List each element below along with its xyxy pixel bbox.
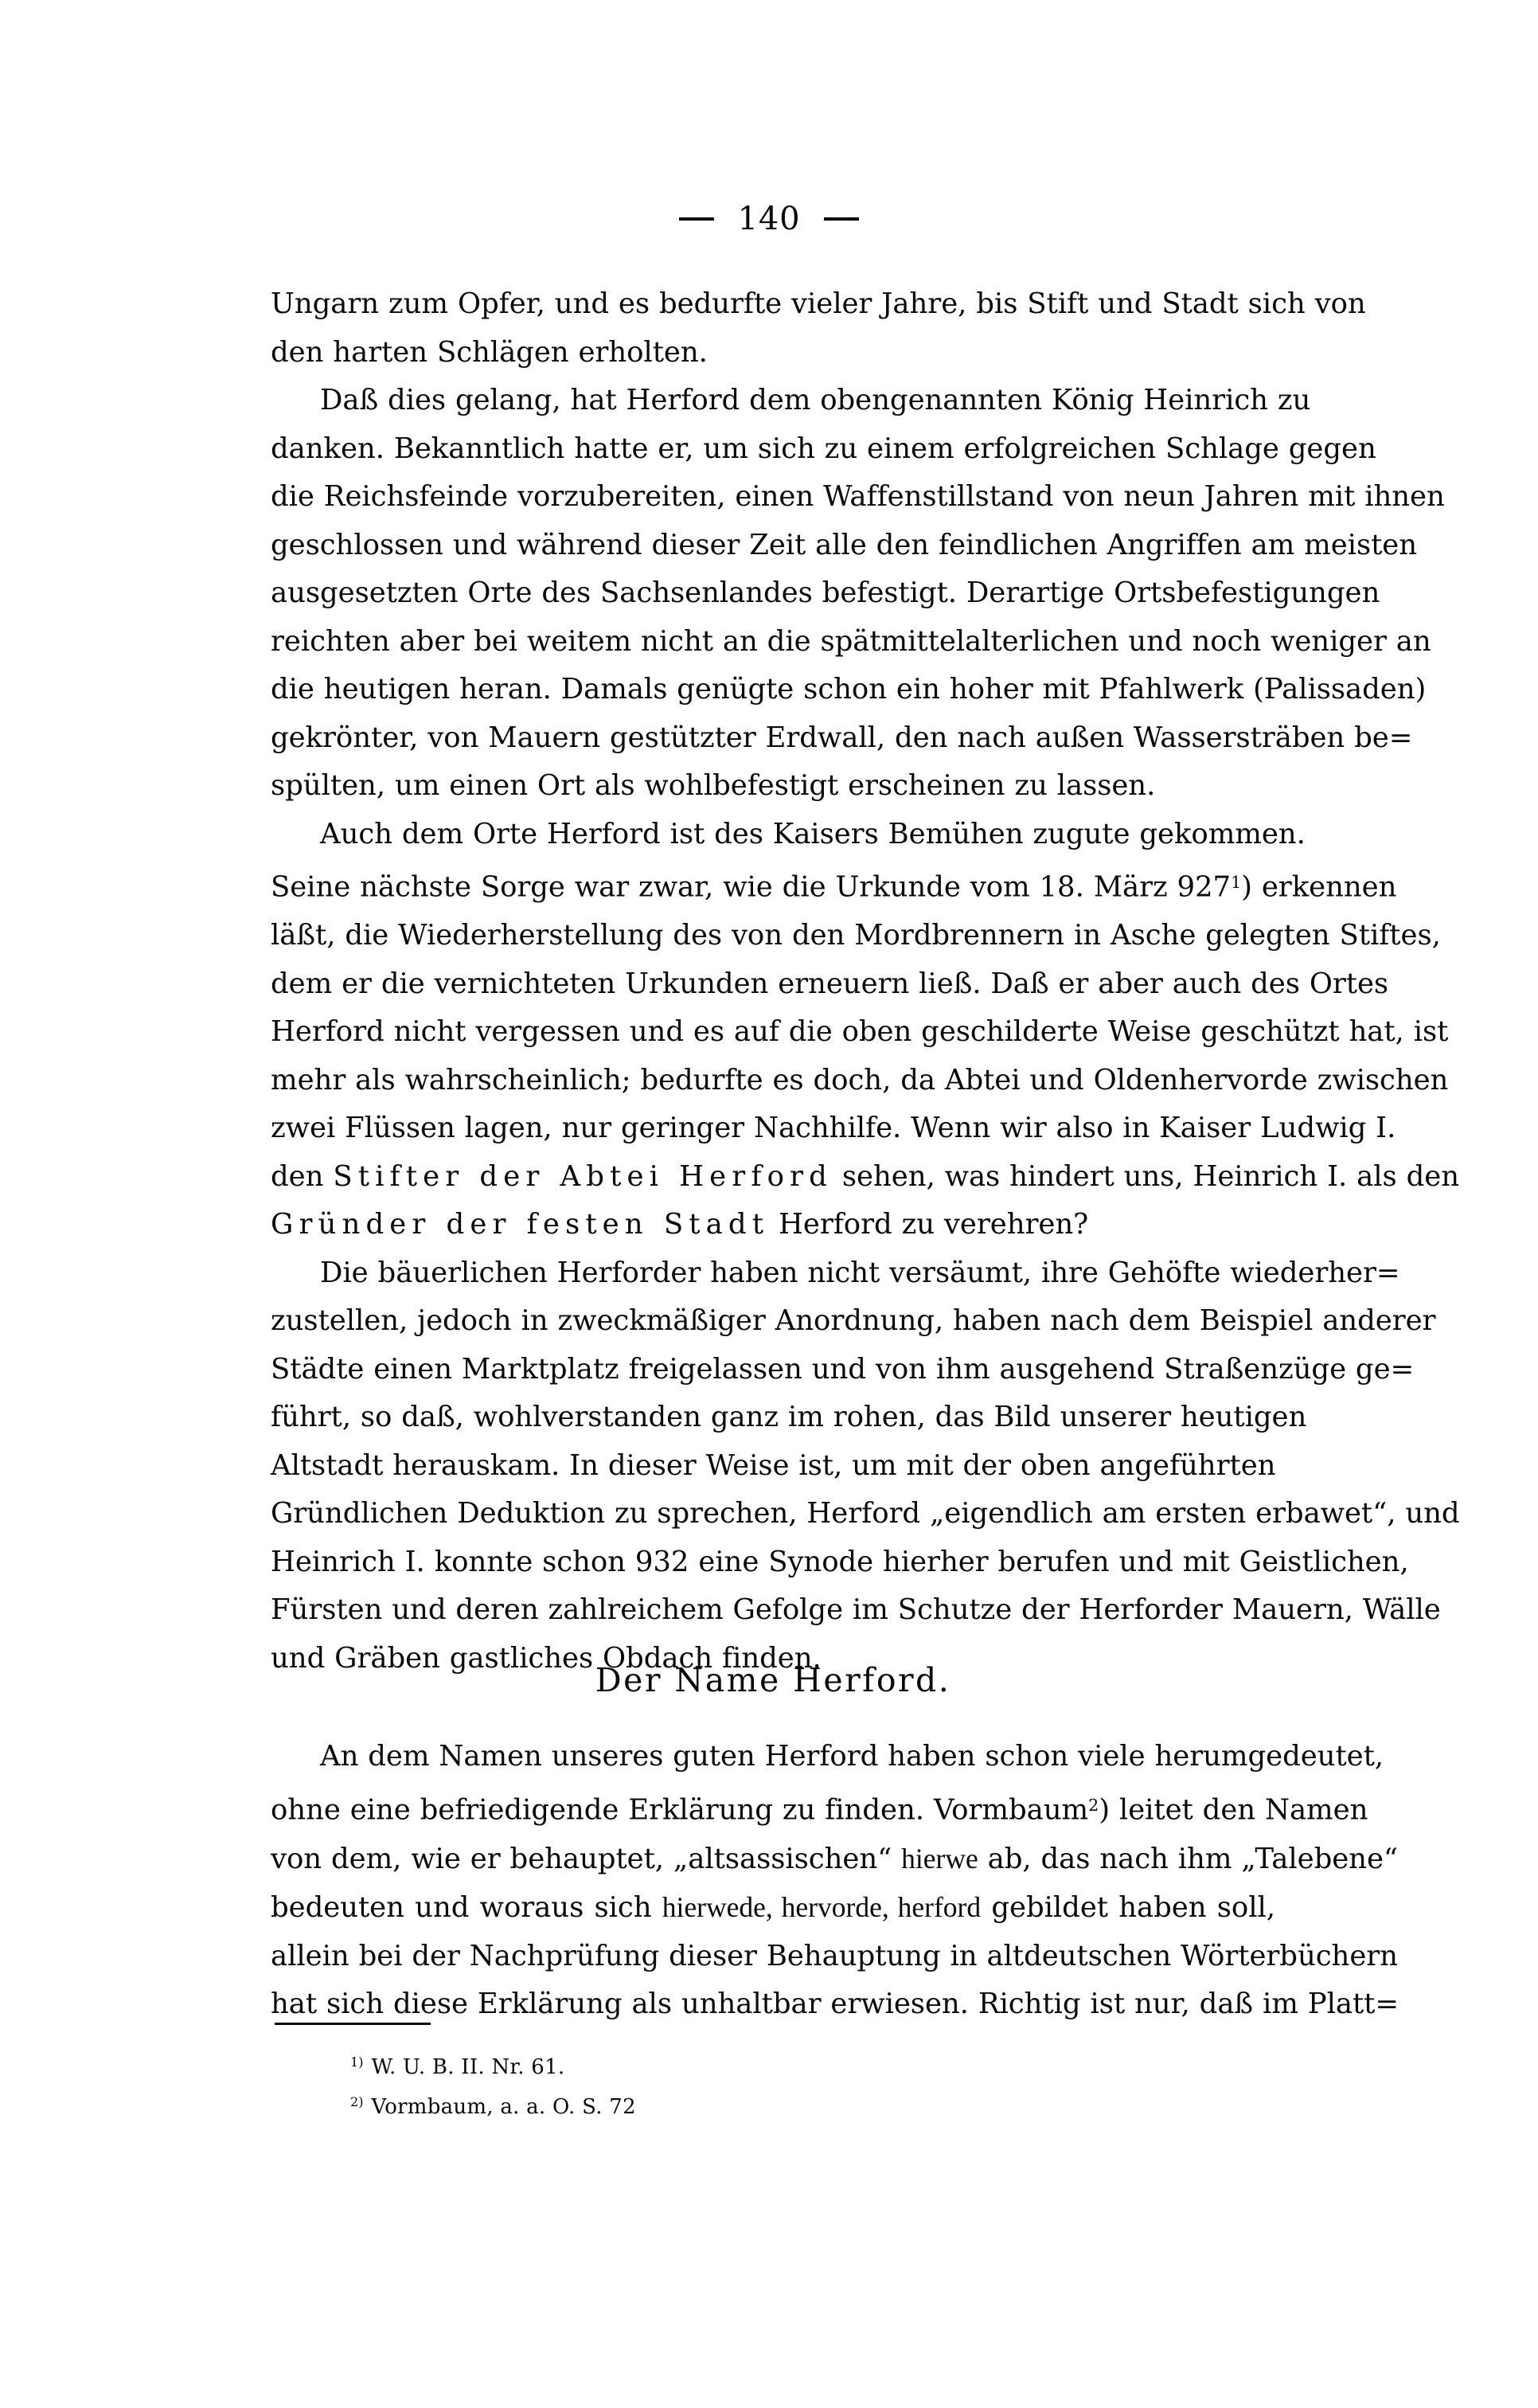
footnote-reference-1[interactable]: 1	[1231, 873, 1242, 892]
text-line-segment: ) erkennen	[1241, 870, 1397, 904]
text-line: führt, so daß, wohlverstanden ganz im rohen, das Bild unserer heutigen	[271, 1401, 1307, 1434]
paragraph-dass-dies-gelang	[271, 377, 1445, 811]
text-line-segment: ohne eine befriedigende Erklärung zu finden. Vormbaum	[271, 1793, 1089, 1827]
text-line-segment: Seine nächste Sorge war zwar, wie die Urkunde vom 18. März 927	[271, 870, 1232, 904]
paragraph-auch-dem-orte	[271, 811, 1459, 1249]
folio-number: 140	[737, 201, 801, 237]
text-line-with-footnote-ref	[271, 1781, 1368, 1835]
text-line: die Reichsfeinde vorzubereiten, einen Waffenstillstand von neun Jahren mit ihnen	[271, 480, 1445, 513]
text-line-emphasis: Gründer der festen Stadt Herford zu verehren?	[271, 1208, 1089, 1241]
text-line: zustellen, jedoch in zweckmäßiger Anordnung, haben nach dem Beispiel anderer	[271, 1304, 1436, 1338]
text-line: zwei Flüssen lagen, nur geringer Nachhilfe. Wenn wir also in Kaiser Ludwig I.	[271, 1112, 1396, 1145]
text-line: läßt, die Wiederherstellung des von den Mordbrennern in Asche gelegten Stiftes,	[271, 919, 1441, 952]
text-line: gekrönter, von Mauern gestützter Erdwall, den nach außen Wassersträben be=	[271, 721, 1413, 754]
text-line: geschlossen und während dieser Zeit alle den feindlichen Angriffen am meisten	[271, 528, 1418, 561]
page-folio	[0, 201, 1538, 237]
text-line: die heutigen heran. Damals genügte schon ein hoher mit Pfahlwerk (Palissaden)	[271, 673, 1427, 706]
text-line: Städte einen Marktplatz freigelassen und von ihm ausgehend Straßenzüge ge=	[271, 1352, 1415, 1386]
section-text-column	[271, 1733, 1399, 2029]
footnote-block	[271, 2045, 1275, 2125]
text-line: Altstadt herauskam. In dieser Weise ist, um mit der oben angeführten	[271, 1448, 1276, 1482]
footnote-item	[271, 2045, 1275, 2085]
paragraph-an-dem-namen	[271, 1733, 1399, 2029]
text-line: An dem Namen unseres guten Herford haben schon viele herumgedeutet,	[320, 1740, 1384, 1773]
text-line: Die bäuerlichen Herforder haben nicht versäumt, ihre Gehöfte wiederher=	[320, 1256, 1400, 1289]
folio-dash-left	[679, 217, 714, 221]
text-line: Ungarn zum Opfer, und es bedurfte vieler Jahre, bis Stift und Stadt sich von	[271, 287, 1366, 320]
main-text-column	[271, 280, 1460, 1683]
text-line-mixed-type: bedeuten und woraus sich hierwede, hervorde, herford gebildet haben soll,	[271, 1891, 1275, 1925]
text-line: spülten, um einen Ort als wohlbefestigt erscheinen zu lassen.	[271, 769, 1156, 802]
text-line: reichten aber bei weitem nicht an die spätmittelalterlichen und noch weniger an	[271, 624, 1431, 658]
text-line: Fürsten und deren zahlreichem Gefolge im Schutze der Herforder Mauern, Wälle	[271, 1593, 1441, 1627]
antiqua-word: hierwede, hervorde, herford	[662, 1891, 982, 1924]
text-line-with-footnote-ref	[271, 858, 1397, 912]
footnote-text: Vormbaum, a. a. O. S. 72	[371, 2094, 636, 2119]
text-line: Auch dem Orte Herford ist des Kaisers Bemühen zugute gekommen.	[320, 817, 1306, 850]
folio-dash-right	[824, 217, 859, 221]
footnote-item	[271, 2085, 1275, 2125]
footnote-marker: 2)	[350, 2093, 364, 2109]
text-line: danken. Bekanntlich hatte er, um sich zu einem erfolgreichen Schlage gegen	[271, 432, 1376, 465]
text-line: mehr als wahrscheinlich; bedurfte es doch, da Abtei und Oldenhervorde zwischen	[271, 1063, 1449, 1096]
text-line: ausgesetzten Orte des Sachsenlandes befestigt. Derartige Ortsbefestigungen	[271, 577, 1380, 609]
gesperrt-text: Stifter der Abtei Herford	[333, 1159, 833, 1193]
paragraph-baeuerlichen	[271, 1249, 1460, 1683]
text-line: Gründlichen Deduktion zu sprechen, Herford „eigendlich am ersten erbawet“, und	[271, 1497, 1460, 1530]
text-line: und Gräben gastliches Obdach finden.	[271, 1641, 822, 1675]
text-line: Herford nicht vergessen und es auf die oben geschilderte Weise geschützt hat, ist	[271, 1015, 1449, 1049]
text-line-segment: ) leitet den Namen	[1099, 1793, 1368, 1827]
text-line-mixed-type: von dem, wie er behauptet, „altsassischen“ hierwe ab, das nach ihm „Talebene“	[271, 1842, 1398, 1875]
section-heading: Der Name Herford.	[595, 1661, 951, 1699]
text-line: Heinrich I. konnte schon 932 eine Synode hierher berufen und mit Geistlichen,	[271, 1545, 1409, 1578]
text-line: allein bei der Nachprüfung dieser Behauptung in altdeutschen Wörterbüchern	[271, 1939, 1398, 1972]
antiqua-word: hierwe	[901, 1842, 978, 1874]
footnote-marker: 1)	[350, 2054, 364, 2070]
footnote-text: W. U. B. II. Nr. 61.	[371, 2054, 565, 2079]
text-line-emphasis: den Stifter der Abtei Herford sehen, was hindert uns, Heinrich I. als den	[271, 1159, 1459, 1193]
text-line: hat sich diese Erklärung als unhaltbar erwiesen. Richtig ist nur, daß im Platt=	[271, 1988, 1399, 2021]
text-line: den harten Schlägen erholten.	[271, 335, 708, 369]
footnote-separator-rule	[275, 2023, 431, 2025]
gesperrt-text: Gründer der festen Stadt	[271, 1208, 770, 1241]
text-line: dem er die vernichteten Urkunden erneuern ließ. Daß er aber auch des Ortes	[271, 967, 1389, 1000]
footnote-reference-2[interactable]: 2	[1088, 1795, 1099, 1815]
text-line: Daß dies gelang, hat Herford dem obengenannten König Heinrich zu	[320, 384, 1311, 416]
paragraph-ungarn	[271, 280, 1366, 377]
